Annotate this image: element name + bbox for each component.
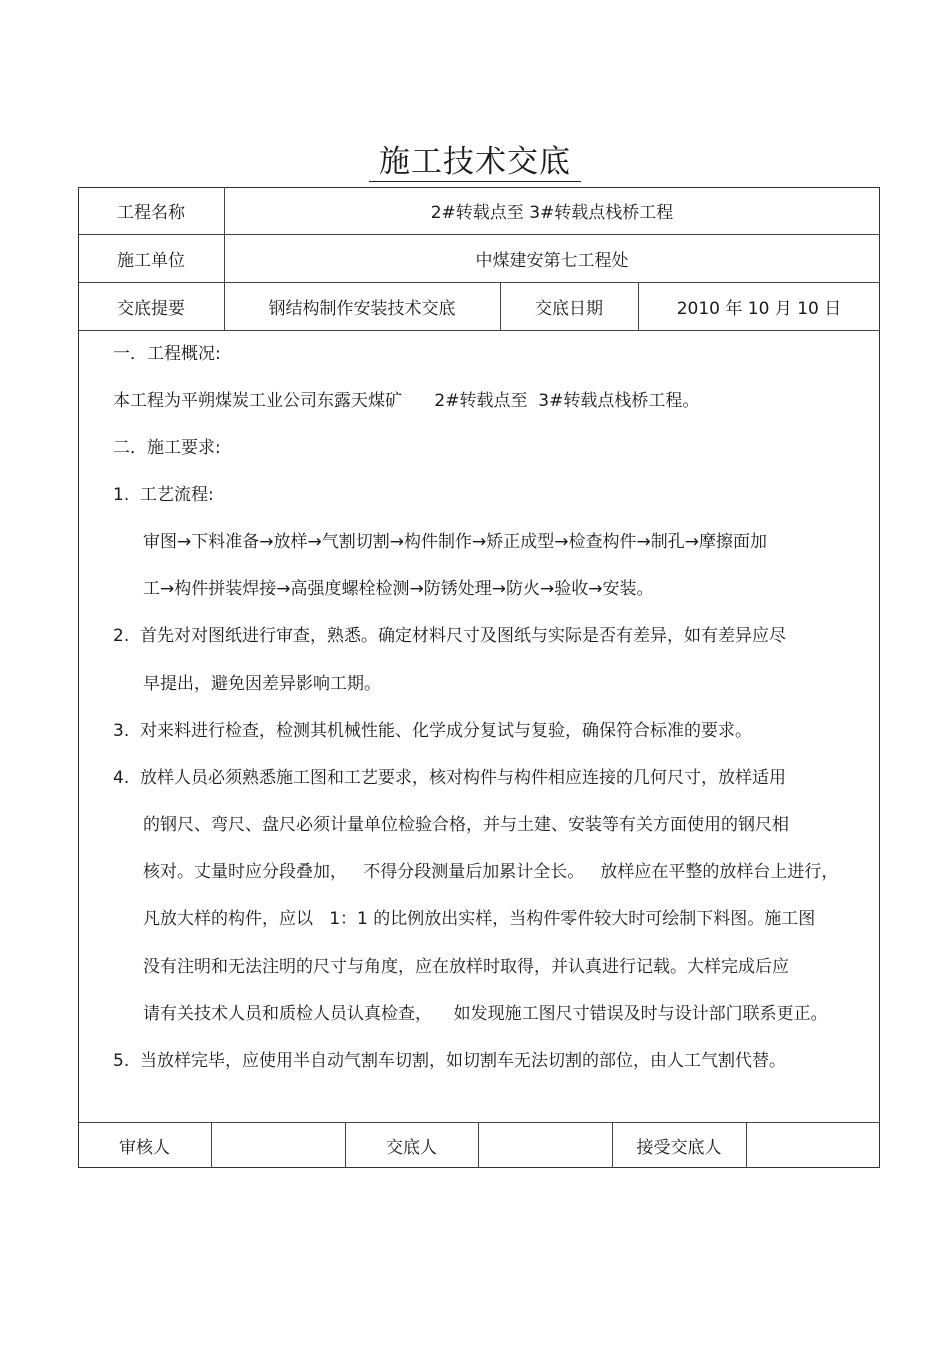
list-item: 5. 当放样完毕，应使用半自动气割车切割，如切割车无法切割的部位，由人工气割代替。	[113, 1051, 787, 1071]
body-line: 工→构件拼装焊接→高强度螺栓检测→防锈处理→防火→验收→安装。	[143, 579, 654, 599]
project-name-label: 工程名称	[117, 203, 185, 223]
list-item: 4. 放样人员必须熟悉施工图和工艺要求，核对构件与构件相应连接的几何尺寸，放样适用	[113, 768, 787, 788]
construction-unit-label: 施工单位	[117, 250, 185, 271]
presenter-signature-field[interactable]	[478, 1122, 612, 1168]
list-item: 1. 工艺流程:	[113, 485, 214, 505]
summary-label: 交底提要	[117, 298, 185, 319]
body-line: 的钢尺、弯尺、盘尺必须计量单位检验合格，并与土建、安装等有关方面使用的钢尺相	[143, 815, 789, 835]
body-line: 核对。丈量时应分段叠加， 不得分段测量后加累计全长。 放样应在平整的放样台上进行，	[143, 862, 839, 882]
body-line: 早提出，避免因差异影响工期。	[143, 674, 381, 694]
list-item: 2. 首先对对图纸进行审查，熟悉。确定材料尺寸及图纸与实际是否有差异，如有差异应尽	[113, 626, 787, 646]
reviewer-signature-field[interactable]	[211, 1122, 345, 1168]
reviewer-label: 审核人	[119, 1137, 170, 1158]
body-line: 凡放大样的构件，应以 1：1 的比例放出实样，当构件零件较大时可绘制下料图。施工图	[143, 909, 816, 929]
summary-value: 钢结构制作安装技术交底	[268, 298, 456, 319]
date-label: 交底日期	[535, 298, 603, 319]
presenter-label: 交底人	[386, 1137, 437, 1158]
body-line: 本工程为平朔煤炭工业公司东露天煤矿 2#转载点至 3#转载点栈桥工程。	[113, 391, 700, 411]
row-divider	[78, 330, 880, 331]
body-line: 请有关技术人员和质检人员认真检查， 如发现施工图尺寸错误及时与设计部门联系更正。	[143, 1004, 828, 1024]
body-line: 审图→下料准备→放样→气割切割→构件制作→矫正成型→检查构件→制孔→摩擦面加	[143, 532, 767, 552]
document-title: 施工技术交底	[379, 144, 571, 180]
project-name-value: 2#转载点至 3#转载点栈桥工程	[430, 203, 674, 223]
list-item: 3. 对来料进行检查，检测其机械性能、化学成分复试与复验，确保符合标准的要求。	[113, 721, 753, 741]
receiver-signature-field[interactable]	[746, 1122, 880, 1168]
date-value: 2010 年 10 月 10 日	[676, 298, 842, 319]
construction-unit-value: 中煤建安第七工程处	[475, 250, 629, 271]
body-line: 没有注明和无法注明的尺寸与角度，应在放样时取得，并认真进行记载。大样完成后应	[143, 957, 789, 977]
section-heading: 一．工程概况:	[113, 344, 221, 364]
section-heading: 二．施工要求:	[113, 438, 221, 458]
receiver-label: 接受交底人	[636, 1137, 722, 1158]
title-underline	[369, 181, 581, 182]
